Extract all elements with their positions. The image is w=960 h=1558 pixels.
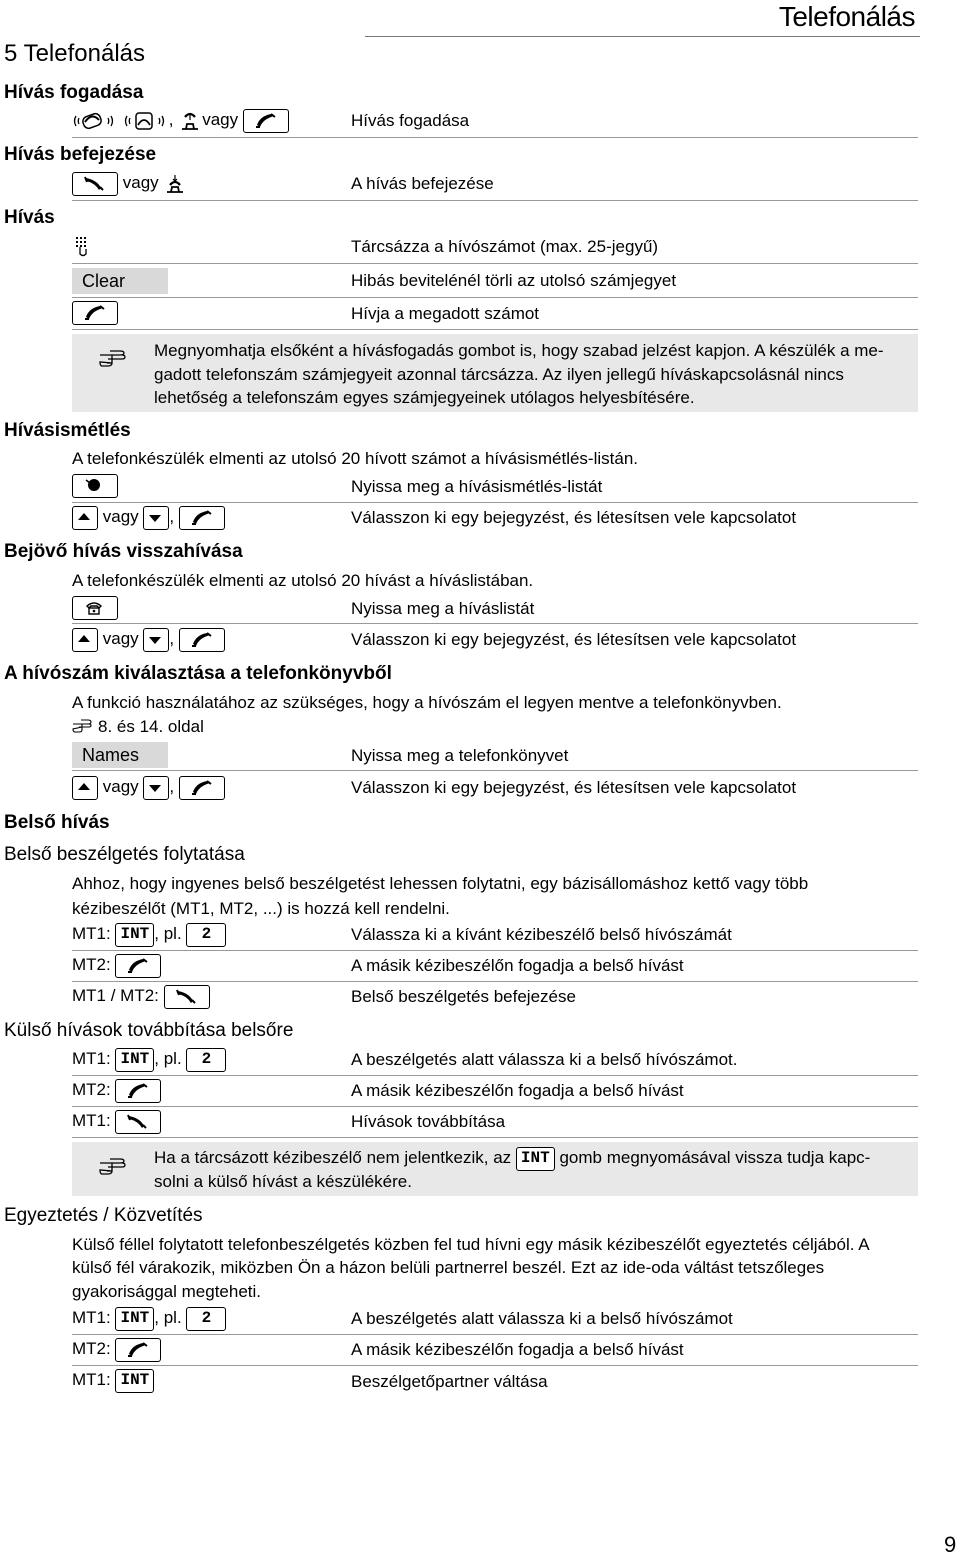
note-line: Megnyomhatja elsőként a hívásfogadás gombot is, hogy szabad jelzést kapjon. A készülék a me- bbox=[154, 341, 884, 360]
handset-label: MT1: bbox=[72, 924, 111, 943]
divider bbox=[72, 981, 918, 982]
divider bbox=[72, 1137, 918, 1138]
note-text: gomb megnyomásával vissza tudja kapc- bbox=[559, 1148, 871, 1167]
handset-label: MT2: bbox=[72, 955, 111, 974]
handset-label: MT1 / MT2: bbox=[72, 986, 159, 1005]
section-heading: Belső hívás bbox=[4, 812, 110, 833]
bejovo-intro: A telefonkészülék elmenti az utolsó 20 hívást a híváslistában. bbox=[72, 571, 534, 590]
divider bbox=[72, 623, 918, 624]
egyeztetes-desc3: Beszélgetőpartner váltása bbox=[351, 1372, 548, 1391]
example-text: , pl. bbox=[154, 1049, 182, 1068]
divider bbox=[72, 329, 918, 330]
hint-note bbox=[72, 334, 918, 412]
divider bbox=[72, 1365, 918, 1366]
section-heading: Hívás fogadása bbox=[4, 82, 144, 103]
sub-heading: Egyeztetés / Közvetítés bbox=[4, 1205, 203, 1226]
talk-key-icon[interactable] bbox=[115, 1338, 161, 1362]
down-arrow-key-icon[interactable] bbox=[143, 628, 169, 652]
handset-label: MT1: bbox=[72, 1308, 111, 1327]
handset-label: MT2: bbox=[72, 1080, 111, 1099]
int-key[interactable]: INT bbox=[516, 1147, 555, 1171]
reference-text: 8. és 14. oldal bbox=[98, 717, 204, 736]
divider bbox=[72, 1334, 918, 1335]
hivas-tarcsaz-desc: Tárcsázza a hívószámot (max. 25-jegyű) bbox=[351, 237, 659, 256]
names-label: Names bbox=[72, 742, 168, 768]
telefonkonyv-desc2: Válasszon ki egy bejegyzést, és létesítsen vele kapcsolatot bbox=[351, 778, 797, 797]
handset-label: MT1: bbox=[72, 1370, 111, 1389]
calllist-key bbox=[72, 596, 118, 620]
sub-heading: Külső hívások továbbítása belsőre bbox=[4, 1020, 294, 1041]
note-line: gadott telefonszám számjegyeit azonnal tárcsázza. Az ilyen jellegű híváskapcsolásnál nincs bbox=[154, 365, 844, 384]
headset-call-icon bbox=[123, 109, 169, 133]
comma-text: , bbox=[169, 507, 175, 526]
egyeztetes-desc2: A másik kézibeszélőn fogadja a belső hívást bbox=[351, 1340, 684, 1359]
egyeztetes-desc1: A beszélgetés alatt válassza ki a belső hívószámot bbox=[351, 1309, 733, 1328]
or-text: vagy bbox=[202, 110, 239, 129]
or-text: vagy bbox=[122, 173, 159, 192]
note-line: solni a külső hívást a készülékére. bbox=[154, 1172, 412, 1191]
note-text: Ha a tárcsázott kézibeszélő nem jelentkezik, az bbox=[154, 1148, 512, 1167]
belso-desc1: Válassza ki a kívánt kézibeszélő belső hívószámát bbox=[351, 925, 732, 944]
or-text: vagy bbox=[102, 629, 139, 648]
belso-desc3: Belső beszélgetés befejezése bbox=[351, 987, 576, 1006]
belso-row2-keys bbox=[72, 953, 161, 978]
page-number: 9 bbox=[944, 1532, 957, 1557]
up-arrow-key-icon[interactable] bbox=[72, 776, 98, 800]
section-heading: Hívásismétlés bbox=[4, 420, 131, 441]
divider bbox=[72, 1075, 918, 1076]
cradle-lift-icon bbox=[178, 109, 202, 133]
egyeztetes-row3-keys bbox=[72, 1368, 154, 1393]
kulso-row1-keys bbox=[72, 1047, 226, 1072]
fogadas-keys bbox=[72, 108, 289, 133]
kulso-desc1: A beszélgetés alatt válassza ki a belső hívószámot. bbox=[351, 1050, 738, 1069]
section-heading: Hívás befejezése bbox=[4, 144, 157, 165]
pointing-hand-icon bbox=[98, 1154, 134, 1181]
ismetles-nav bbox=[72, 505, 225, 530]
pointing-hand-icon bbox=[72, 716, 98, 740]
redial-key-icon[interactable] bbox=[72, 474, 118, 498]
section-heading: A hívószám kiválasztása a telefonkönyvből bbox=[4, 663, 392, 684]
talk-key-icon[interactable] bbox=[179, 776, 225, 800]
divider bbox=[72, 1106, 918, 1107]
redial-key bbox=[72, 474, 118, 498]
int-key[interactable]: INT bbox=[115, 1307, 154, 1331]
int-key[interactable]: INT bbox=[115, 1048, 154, 1072]
handsfree-call-icon bbox=[72, 109, 118, 133]
fogadas-desc: Hívás fogadása bbox=[351, 111, 470, 130]
header-title: Telefonálás bbox=[778, 1, 915, 32]
befejezes-keys bbox=[72, 171, 187, 196]
end-call-key-icon[interactable] bbox=[72, 172, 118, 196]
down-arrow-key-icon[interactable] bbox=[143, 506, 169, 530]
example-text: , pl. bbox=[154, 1308, 182, 1327]
telefonkonyv-intro: A funkció használatához az szükséges, hogy a hívószám el legyen mentve a telefonkönyvben. bbox=[72, 693, 782, 712]
cradle-down-icon bbox=[163, 172, 187, 196]
belso-intro-line: kézibeszélőt (MT1, MT2, ...) is hozzá kell rendelni. bbox=[72, 899, 450, 918]
divider bbox=[72, 502, 918, 503]
hivas-talk-key bbox=[72, 301, 118, 325]
talk-key-icon[interactable] bbox=[179, 506, 225, 530]
bejovo-nav bbox=[72, 627, 225, 652]
befejezes-desc: A hívás befejezése bbox=[351, 174, 494, 193]
names-softkey[interactable] bbox=[72, 742, 168, 768]
belso-desc2: A másik kézibeszélőn fogadja a belső hívást bbox=[351, 956, 684, 975]
comma-text: , bbox=[168, 110, 174, 129]
keypad-icon bbox=[72, 234, 92, 263]
end-call-key-icon[interactable] bbox=[115, 1110, 161, 1134]
end-call-key-icon[interactable] bbox=[164, 985, 210, 1009]
kulso-row3-keys bbox=[72, 1109, 161, 1134]
egyeztetes-intro-line: gyakorisággal megteheti. bbox=[72, 1282, 262, 1301]
note-line: lehetőség a telefonszám egyes számjegyeinek utólagos helyesbítésére. bbox=[154, 388, 695, 407]
bejovo-desc1: Nyissa meg a híváslistát bbox=[351, 599, 535, 618]
egyeztetes-intro-line: Külső féllel folytatott telefonbeszélgetés közben fel tud hívni egy másik kézibeszélőt egyeztetés céljából. A bbox=[72, 1235, 870, 1254]
divider bbox=[72, 263, 918, 264]
digit-key[interactable]: 2 bbox=[186, 1048, 226, 1072]
talk-key-icon[interactable] bbox=[243, 109, 289, 133]
ismetles-intro: A telefonkészülék elmenti az utolsó 20 hívott számot a hívásismétlés-listán. bbox=[72, 449, 638, 468]
handset-label: MT2: bbox=[72, 1339, 111, 1358]
telefonkonyv-nav bbox=[72, 775, 225, 800]
telefonkonyv-ref bbox=[72, 715, 204, 740]
belso-intro-line: Ahhoz, hogy ingyenes belső beszélgetést lehessen folytatni, egy bázisállomáshoz kettő vagy több bbox=[72, 874, 809, 893]
talk-key-icon[interactable] bbox=[115, 954, 161, 978]
pointing-hand-icon bbox=[98, 346, 134, 373]
clear-softkey[interactable] bbox=[72, 268, 168, 294]
hint-note bbox=[72, 1142, 918, 1196]
divider bbox=[72, 770, 918, 771]
down-arrow-key-icon[interactable] bbox=[143, 776, 169, 800]
egyeztetes-intro-line: külső fél várakozik, miközben Ön a házon belüli partnerrel beszél. Ezt az ide-oda váltást tetszőleges bbox=[72, 1258, 825, 1277]
handset-label: MT1: bbox=[72, 1111, 111, 1130]
header-rule bbox=[365, 36, 920, 37]
divider bbox=[72, 137, 918, 138]
ismetles-desc1: Nyissa meg a hívásismétlés-listát bbox=[351, 477, 603, 496]
kulso-row2-keys bbox=[72, 1078, 161, 1103]
ismetles-desc2: Válasszon ki egy bejegyzést, és létesítsen vele kapcsolatot bbox=[351, 508, 797, 527]
int-key[interactable]: INT bbox=[115, 1369, 154, 1393]
sub-heading: Belső beszélgetés folytatása bbox=[4, 844, 245, 865]
belso-row3-keys bbox=[72, 984, 210, 1009]
up-arrow-key-icon[interactable] bbox=[72, 506, 98, 530]
belso-row1-keys bbox=[72, 922, 226, 947]
talk-key-icon[interactable] bbox=[115, 1079, 161, 1103]
clear-label: Clear bbox=[72, 268, 168, 294]
or-text: vagy bbox=[102, 777, 139, 796]
divider bbox=[72, 297, 918, 298]
or-text: vagy bbox=[102, 507, 139, 526]
note-line bbox=[154, 1146, 870, 1171]
example-text: , pl. bbox=[154, 924, 182, 943]
int-key[interactable]: INT bbox=[115, 923, 154, 947]
chapter-title: 5 Telefonálás bbox=[4, 40, 145, 67]
divider bbox=[72, 950, 918, 951]
egyeztetes-row2-keys bbox=[72, 1337, 161, 1362]
section-heading: Bejövő hívás visszahívása bbox=[4, 541, 243, 562]
talk-key-icon[interactable] bbox=[179, 628, 225, 652]
bejovo-desc2: Válasszon ki egy bejegyzést, és létesítsen vele kapcsolatot bbox=[351, 630, 797, 649]
talk-key-icon[interactable] bbox=[72, 301, 118, 325]
comma-text: , bbox=[169, 777, 175, 796]
section-heading: Hívás bbox=[4, 207, 55, 228]
kulso-desc3: Hívások továbbítása bbox=[351, 1112, 506, 1131]
call-list-key-icon[interactable] bbox=[72, 596, 118, 620]
up-arrow-key-icon[interactable] bbox=[72, 628, 98, 652]
hivas-call-desc: Hívja a megadott számot bbox=[351, 304, 540, 323]
comma-text: , bbox=[169, 629, 175, 648]
egyeztetes-row1-keys bbox=[72, 1306, 226, 1331]
digit-key[interactable]: 2 bbox=[186, 1307, 226, 1331]
digit-key[interactable]: 2 bbox=[186, 923, 226, 947]
divider bbox=[72, 200, 918, 201]
handset-label: MT1: bbox=[72, 1049, 111, 1068]
hivas-clear-desc: Hibás bevitelénél törli az utolsó számjegyet bbox=[351, 271, 677, 290]
telefonkonyv-desc1: Nyissa meg a telefonkönyvet bbox=[351, 746, 569, 765]
kulso-desc2: A másik kézibeszélőn fogadja a belső hívást bbox=[351, 1081, 684, 1100]
